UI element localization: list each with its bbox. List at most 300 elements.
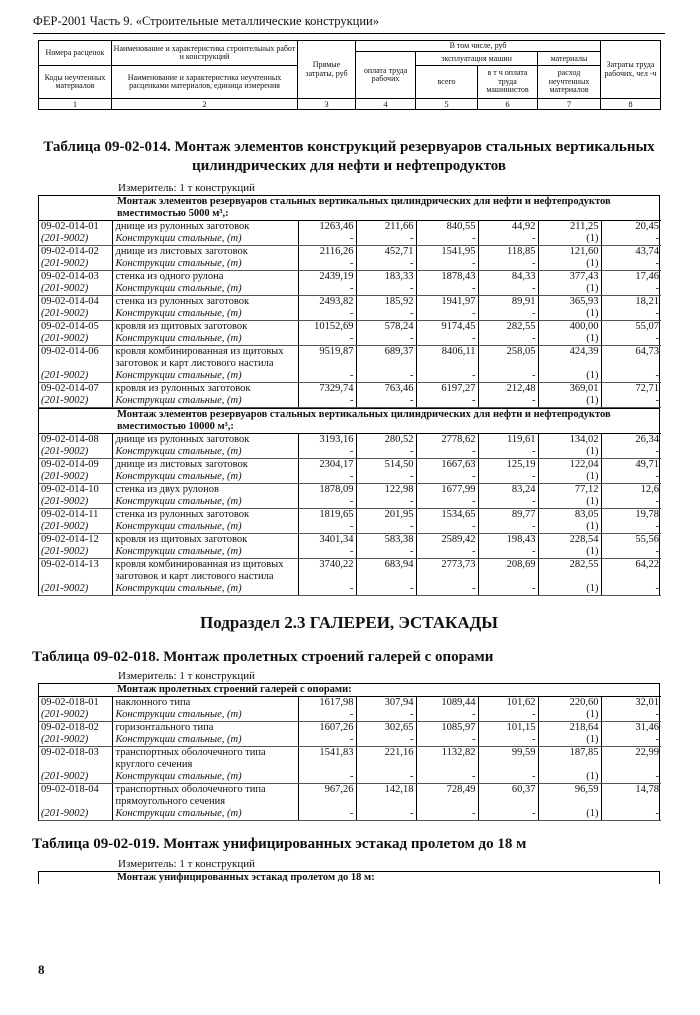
- material-value: -: [478, 370, 538, 383]
- rate-value: 20,45: [601, 221, 661, 234]
- material-name: Конструкции стальные, (т): [112, 333, 298, 346]
- material-value: -: [416, 283, 478, 296]
- material-code: (201-9002): [39, 709, 112, 722]
- rate-value: 8406,11: [416, 346, 478, 371]
- table-19-title: Таблица 09-02-019. Монтаж унифицированных эстакад пролетом до 18 м: [32, 836, 527, 852]
- column-header-table: [38, 40, 661, 110]
- work-name: днище из рулонных заготовок: [112, 221, 298, 234]
- work-name: стенка из одного рулона: [112, 271, 298, 284]
- rate-value: 514,50: [356, 459, 416, 472]
- material-name: Конструкции стальные, (т): [112, 583, 298, 596]
- rate-value: 728,49: [416, 784, 478, 809]
- material-code: (201-9002): [39, 333, 112, 346]
- rate-value: 1132,82: [416, 747, 478, 772]
- rate-value: 101,15: [478, 722, 538, 735]
- hdr-incl: В том числе, руб: [356, 41, 601, 52]
- material-row: [39, 333, 661, 346]
- material-value: -: [416, 521, 478, 534]
- material-row: [39, 395, 661, 408]
- material-row: [39, 734, 661, 747]
- rate-value: 583,38: [356, 534, 416, 547]
- table-row: [39, 484, 661, 497]
- rate-code: 09-02-014-08: [39, 434, 112, 447]
- rate-value: 3193,16: [298, 434, 356, 447]
- material-name: Конструкции стальные, (т): [112, 471, 298, 484]
- material-value: -: [478, 496, 538, 509]
- rate-value: 1541,83: [298, 747, 356, 772]
- material-value: -: [478, 258, 538, 271]
- rate-value: 89,77: [478, 509, 538, 522]
- material-row: [39, 546, 661, 559]
- rate-value: 64,22: [601, 559, 661, 584]
- material-code: (201-9002): [39, 521, 112, 534]
- table-row: [39, 722, 661, 735]
- rate-value: 96,59: [538, 784, 601, 809]
- measure-19: Измеритель: 1 т конструкций: [118, 858, 256, 870]
- material-value: -: [478, 308, 538, 321]
- rate-value: 3401,34: [298, 534, 356, 547]
- data-table: [39, 696, 661, 821]
- material-row: [39, 496, 661, 509]
- section-title: Монтаж элементов резервуаров стальных вертикальных цилиндрических для нефти и нефтепродуктов вместимостью 10000 м³,:: [39, 408, 659, 433]
- rate-value: 49,71: [601, 459, 661, 472]
- rate-value: 72,71: [601, 383, 661, 396]
- hdr-col1-bottom: Коды неучтенных материалов: [39, 66, 112, 99]
- material-code: (201-9002): [39, 258, 112, 271]
- material-value: -: [478, 734, 538, 747]
- section-title: Монтаж пролетных строений галерей с опорами:: [39, 683, 659, 696]
- material-value: -: [416, 496, 478, 509]
- rate-value: 198,43: [478, 534, 538, 547]
- rate-value: 9174,45: [416, 321, 478, 334]
- material-value: (1): [538, 370, 601, 383]
- rate-value: 84,33: [478, 271, 538, 284]
- rate-code: 09-02-014-13: [39, 559, 112, 584]
- rate-value: 55,07: [601, 321, 661, 334]
- rate-code: 09-02-014-07: [39, 383, 112, 396]
- rate-value: 2778,62: [416, 434, 478, 447]
- rate-value: 302,65: [356, 722, 416, 735]
- material-value: -: [298, 771, 356, 784]
- material-value: (1): [538, 583, 601, 596]
- material-name: Конструкции стальные, (т): [112, 808, 298, 821]
- material-code: (201-9002): [39, 395, 112, 408]
- rate-value: 26,34: [601, 434, 661, 447]
- rate-value: 452,71: [356, 246, 416, 259]
- material-value: -: [601, 546, 661, 559]
- work-name: стенка из двух рулонов: [112, 484, 298, 497]
- material-code: (201-9002): [39, 446, 112, 459]
- material-value: -: [601, 308, 661, 321]
- material-code: (201-9002): [39, 734, 112, 747]
- material-value: (1): [538, 734, 601, 747]
- rate-value: 187,85: [538, 747, 601, 772]
- rate-value: 220,60: [538, 697, 601, 710]
- material-value: (1): [538, 283, 601, 296]
- material-value: -: [601, 333, 661, 346]
- table-row: [39, 509, 661, 522]
- rate-value: 122,04: [538, 459, 601, 472]
- material-value: (1): [538, 395, 601, 408]
- rate-value: 32,01: [601, 697, 661, 710]
- rate-value: 365,93: [538, 296, 601, 309]
- table-18-title: Таблица 09-02-018. Монтаж пролетных строений галерей с опорами: [32, 649, 494, 665]
- hdr-materials: материалы: [538, 52, 601, 66]
- material-value: -: [416, 258, 478, 271]
- material-name: Конструкции стальные, (т): [112, 709, 298, 722]
- measure-18: Измеритель: 1 т конструкций: [118, 670, 256, 682]
- rate-code: 09-02-014-09: [39, 459, 112, 472]
- work-name: кровля из щитовых заготовок: [112, 321, 298, 334]
- table-row: [39, 383, 661, 396]
- rate-value: 967,26: [298, 784, 356, 809]
- material-value: -: [356, 446, 416, 459]
- rate-value: 43,74: [601, 246, 661, 259]
- rate-value: 121,60: [538, 246, 601, 259]
- rate-value: 1878,43: [416, 271, 478, 284]
- material-value: -: [601, 808, 661, 821]
- rate-value: 211,25: [538, 221, 601, 234]
- rate-value: 44,92: [478, 221, 538, 234]
- material-row: [39, 258, 661, 271]
- material-row: [39, 308, 661, 321]
- work-name: кровля комбинированная из щитовых заготовок и карт листового настила: [112, 346, 298, 371]
- material-value: -: [478, 709, 538, 722]
- rate-value: 83,05: [538, 509, 601, 522]
- rate-value: 19,78: [601, 509, 661, 522]
- rate-value: 424,39: [538, 346, 601, 371]
- material-value: -: [356, 771, 416, 784]
- material-value: -: [356, 233, 416, 246]
- material-row: [39, 709, 661, 722]
- material-row: [39, 283, 661, 296]
- rate-value: 60,37: [478, 784, 538, 809]
- material-value: (1): [538, 808, 601, 821]
- material-code: (201-9002): [39, 546, 112, 559]
- rate-value: 1089,44: [416, 697, 478, 710]
- material-value: -: [478, 808, 538, 821]
- material-code: (201-9002): [39, 370, 112, 383]
- data-table: [39, 220, 661, 408]
- material-value: -: [416, 370, 478, 383]
- material-value: -: [601, 446, 661, 459]
- rate-value: 118,85: [478, 246, 538, 259]
- material-value: -: [298, 233, 356, 246]
- rate-value: 2493,82: [298, 296, 356, 309]
- material-value: -: [478, 471, 538, 484]
- material-value: -: [298, 370, 356, 383]
- rate-code: 09-02-014-06: [39, 346, 112, 371]
- rate-value: 77,12: [538, 484, 601, 497]
- material-value: -: [478, 283, 538, 296]
- hdr-col2-top: Наименование и характеристика строительных работ и конструкций: [112, 41, 298, 66]
- material-value: -: [416, 308, 478, 321]
- material-value: -: [298, 395, 356, 408]
- material-value: -: [416, 734, 478, 747]
- material-value: -: [601, 709, 661, 722]
- rate-value: 31,46: [601, 722, 661, 735]
- material-value: -: [298, 808, 356, 821]
- material-value: -: [478, 395, 538, 408]
- work-name: транспортных оболочечного типа прямоугольного сечения: [112, 784, 298, 809]
- material-value: -: [478, 771, 538, 784]
- rate-value: 2116,26: [298, 246, 356, 259]
- table-row: [39, 221, 661, 234]
- rate-value: 377,43: [538, 271, 601, 284]
- material-value: -: [601, 496, 661, 509]
- rate-value: 18,21: [601, 296, 661, 309]
- material-value: (1): [538, 546, 601, 559]
- rate-value: 17,46: [601, 271, 661, 284]
- material-value: -: [356, 496, 416, 509]
- rate-code: 09-02-014-11: [39, 509, 112, 522]
- rate-value: 208,69: [478, 559, 538, 584]
- hdr-col8: Затраты труда рабочих, чел -ч: [601, 41, 661, 99]
- work-name: стенка из рулонных заготовок: [112, 296, 298, 309]
- material-value: -: [356, 734, 416, 747]
- material-value: (1): [538, 471, 601, 484]
- material-value: -: [356, 546, 416, 559]
- material-name: Конструкции стальные, (т): [112, 771, 298, 784]
- material-value: -: [601, 258, 661, 271]
- material-value: -: [298, 446, 356, 459]
- page-body: [32, 40, 660, 884]
- material-value: -: [478, 233, 538, 246]
- material-value: -: [416, 771, 478, 784]
- material-code: (201-9002): [39, 771, 112, 784]
- rate-value: 125,19: [478, 459, 538, 472]
- table-row: [39, 459, 661, 472]
- rate-value: 122,98: [356, 484, 416, 497]
- rate-value: 1541,95: [416, 246, 478, 259]
- rate-code: 09-02-018-02: [39, 722, 112, 735]
- material-value: -: [356, 395, 416, 408]
- hdr-num: 5: [416, 99, 478, 110]
- table-row: [39, 784, 661, 809]
- hdr-col6: в т ч оплата труда машинистов: [478, 66, 538, 99]
- rate-value: 201,95: [356, 509, 416, 522]
- table-14-body: [38, 195, 660, 596]
- material-row: [39, 471, 661, 484]
- material-code: (201-9002): [39, 583, 112, 596]
- material-value: -: [416, 233, 478, 246]
- rate-code: 09-02-018-03: [39, 747, 112, 772]
- rate-value: 12,6: [601, 484, 661, 497]
- material-value: (1): [538, 521, 601, 534]
- rate-value: 101,62: [478, 697, 538, 710]
- material-value: -: [601, 233, 661, 246]
- material-row: [39, 583, 661, 596]
- material-code: (201-9002): [39, 471, 112, 484]
- rate-value: 282,55: [478, 321, 538, 334]
- material-value: (1): [538, 709, 601, 722]
- work-name: горизонтального типа: [112, 722, 298, 735]
- material-value: -: [416, 395, 478, 408]
- material-value: -: [601, 521, 661, 534]
- work-name: днище из рулонных заготовок: [112, 434, 298, 447]
- table-row: [39, 296, 661, 309]
- rate-value: 1941,97: [416, 296, 478, 309]
- material-value: -: [601, 734, 661, 747]
- material-value: -: [356, 333, 416, 346]
- rate-value: 369,01: [538, 383, 601, 396]
- material-value: -: [356, 308, 416, 321]
- material-row: [39, 521, 661, 534]
- material-value: -: [356, 583, 416, 596]
- material-value: -: [356, 370, 416, 383]
- material-value: -: [356, 471, 416, 484]
- rate-value: 2589,42: [416, 534, 478, 547]
- rate-value: 282,55: [538, 559, 601, 584]
- table-row: [39, 697, 661, 710]
- material-value: -: [601, 395, 661, 408]
- work-name: днище из листовых заготовок: [112, 246, 298, 259]
- material-value: -: [356, 258, 416, 271]
- rate-value: 2439,19: [298, 271, 356, 284]
- rate-value: 1819,65: [298, 509, 356, 522]
- material-value: -: [478, 521, 538, 534]
- table-18-body: [38, 683, 660, 821]
- material-value: -: [601, 283, 661, 296]
- material-name: Конструкции стальные, (т): [112, 233, 298, 246]
- rate-code: 09-02-014-01: [39, 221, 112, 234]
- data-table: [39, 433, 661, 596]
- material-name: Конструкции стальные, (т): [112, 258, 298, 271]
- rate-value: 83,24: [478, 484, 538, 497]
- table-row: [39, 346, 661, 371]
- material-value: (1): [538, 258, 601, 271]
- material-value: -: [298, 333, 356, 346]
- rate-value: 2773,73: [416, 559, 478, 584]
- table-14-title: Таблица 09-02-014. Монтаж элементов конструкций резервуаров стальных вертикальных цилиндрических для нефти и нефтепродуктов: [43, 139, 655, 174]
- rate-value: 1534,65: [416, 509, 478, 522]
- material-row: [39, 233, 661, 246]
- material-value: -: [298, 709, 356, 722]
- table-row: [39, 534, 661, 547]
- hdr-col4: оплата труда рабочих: [356, 52, 416, 99]
- material-name: Конструкции стальные, (т): [112, 395, 298, 408]
- material-value: -: [298, 546, 356, 559]
- rate-value: 307,94: [356, 697, 416, 710]
- material-code: (201-9002): [39, 233, 112, 246]
- work-name: днище из листовых заготовок: [112, 459, 298, 472]
- rate-code: 09-02-014-12: [39, 534, 112, 547]
- rate-value: 212,48: [478, 383, 538, 396]
- material-value: -: [601, 370, 661, 383]
- header-rule: [33, 33, 665, 34]
- material-value: -: [478, 333, 538, 346]
- hdr-num: 6: [478, 99, 538, 110]
- material-row: [39, 370, 661, 383]
- rate-code: 09-02-018-01: [39, 697, 112, 710]
- rate-value: 218,64: [538, 722, 601, 735]
- material-value: -: [298, 734, 356, 747]
- material-value: -: [416, 583, 478, 596]
- material-value: (1): [538, 771, 601, 784]
- rate-value: 185,92: [356, 296, 416, 309]
- hdr-col1-top: Номера расценок: [39, 41, 112, 66]
- rate-value: 6197,27: [416, 383, 478, 396]
- material-value: (1): [538, 333, 601, 346]
- hdr-num: 1: [39, 99, 112, 110]
- material-value: (1): [538, 446, 601, 459]
- material-value: -: [298, 583, 356, 596]
- material-value: -: [601, 471, 661, 484]
- rate-value: 689,37: [356, 346, 416, 371]
- running-header: ФЕР-2001 Часть 9. «Строительные металлические конструкции»: [33, 14, 379, 28]
- rate-value: 1677,99: [416, 484, 478, 497]
- rate-value: 89,91: [478, 296, 538, 309]
- material-value: -: [416, 333, 478, 346]
- rate-value: 228,54: [538, 534, 601, 547]
- material-name: Конструкции стальные, (т): [112, 521, 298, 534]
- work-name: стенка из рулонных заготовок: [112, 509, 298, 522]
- material-name: Конструкции стальные, (т): [112, 496, 298, 509]
- rate-value: 10152,69: [298, 321, 356, 334]
- rate-value: 142,18: [356, 784, 416, 809]
- material-value: -: [601, 583, 661, 596]
- material-value: -: [298, 496, 356, 509]
- table-19-body: [38, 871, 660, 884]
- rate-value: 221,16: [356, 747, 416, 772]
- measure-14: Измеритель: 1 т конструкций: [118, 182, 256, 194]
- material-value: -: [356, 283, 416, 296]
- rate-value: 14,78: [601, 784, 661, 809]
- rate-value: 64,73: [601, 346, 661, 371]
- rate-value: 1617,98: [298, 697, 356, 710]
- section-title: Монтаж элементов резервуаров стальных вертикальных цилиндрических для нефти и нефтепродуктов вместимостью 5000 м³,:: [39, 195, 659, 220]
- material-value: -: [478, 546, 538, 559]
- material-value: (1): [538, 308, 601, 321]
- material-name: Конструкции стальные, (т): [112, 308, 298, 321]
- hdr-col3: Прямые затраты, руб: [298, 41, 356, 99]
- table-row: [39, 434, 661, 447]
- rate-code: 09-02-014-03: [39, 271, 112, 284]
- table-row: [39, 321, 661, 334]
- material-row: [39, 446, 661, 459]
- material-code: (201-9002): [39, 496, 112, 509]
- rate-value: 1667,63: [416, 459, 478, 472]
- material-value: -: [601, 771, 661, 784]
- table-row: [39, 559, 661, 584]
- material-name: Конструкции стальные, (т): [112, 734, 298, 747]
- work-name: кровля из щитовых заготовок: [112, 534, 298, 547]
- page-number: 8: [38, 962, 45, 977]
- rate-value: 99,59: [478, 747, 538, 772]
- material-value: -: [416, 471, 478, 484]
- work-name: кровля комбинированная из щитовых заготовок и карт листового настила: [112, 559, 298, 584]
- material-row: [39, 771, 661, 784]
- work-name: наклонного типа: [112, 697, 298, 710]
- material-value: -: [298, 521, 356, 534]
- hdr-machines: эксплуатация машин: [416, 52, 538, 66]
- rate-value: 1085,97: [416, 722, 478, 735]
- rate-value: 1263,46: [298, 221, 356, 234]
- material-name: Конструкции стальные, (т): [112, 283, 298, 296]
- hdr-col2-bottom: Наименование и характеристика неучтенных расценками материалов, единица измерения: [112, 66, 298, 99]
- subsection-title: Подраздел 2.3 ГАЛЕРЕИ, ЭСТАКАДЫ: [199, 613, 498, 632]
- material-value: (1): [538, 233, 601, 246]
- material-value: -: [416, 808, 478, 821]
- rate-value: 7329,74: [298, 383, 356, 396]
- rate-value: 183,33: [356, 271, 416, 284]
- material-value: -: [298, 283, 356, 296]
- section-title: Монтаж унифицированных эстакад пролетом до 18 м:: [39, 871, 659, 884]
- material-value: -: [416, 446, 478, 459]
- material-value: -: [298, 471, 356, 484]
- rate-value: 258,05: [478, 346, 538, 371]
- material-value: -: [356, 709, 416, 722]
